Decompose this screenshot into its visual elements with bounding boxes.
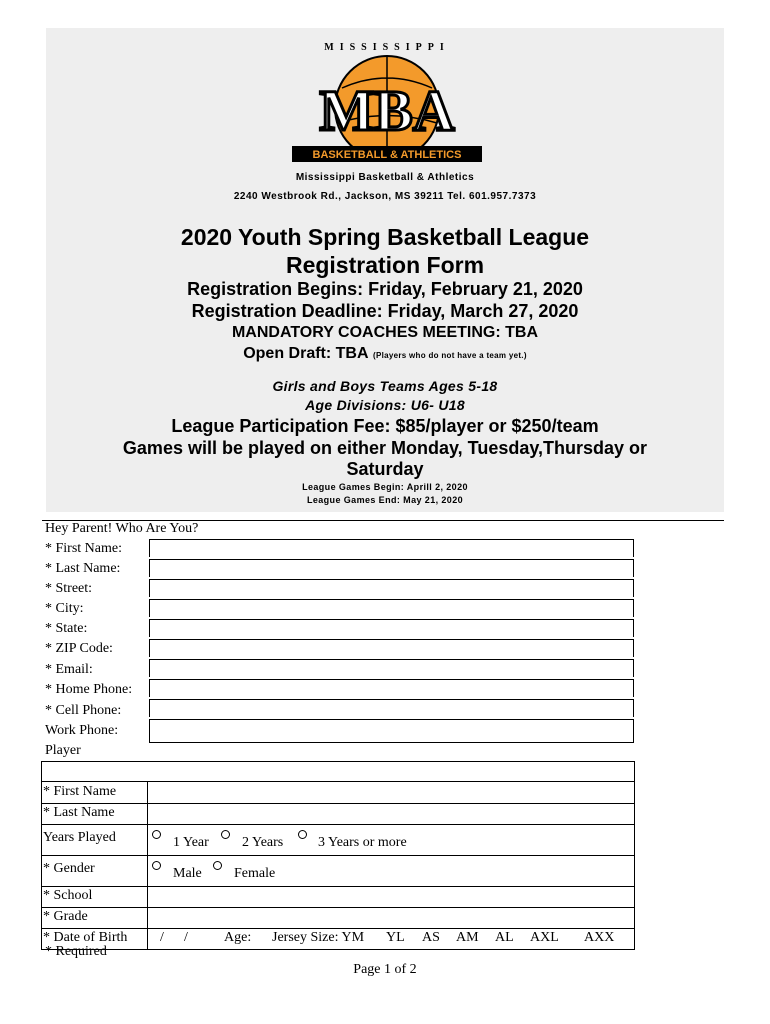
jersey-size-label: Jersey Size: YM <box>272 930 365 945</box>
gender-label: * Gender <box>42 856 148 886</box>
street-label: * Street: <box>45 581 93 596</box>
street-field[interactable] <box>149 579 634 597</box>
state-field[interactable] <box>149 619 634 637</box>
size-axl[interactable]: AXL <box>530 930 559 945</box>
grade-label: * Grade <box>42 908 148 928</box>
player-last-name-row <box>42 803 634 824</box>
registration-begins: Registration Begins: Friday, February 21, 2020 <box>187 279 583 299</box>
school-field[interactable] <box>148 887 634 907</box>
cell-phone-label: * Cell Phone: <box>45 703 122 718</box>
open-draft <box>46 345 724 363</box>
parent-last-name-label: * Last Name: <box>45 561 121 576</box>
cell-phone-field[interactable] <box>149 699 634 717</box>
mba-logo <box>287 28 487 170</box>
parent-last-name-field[interactable] <box>149 559 634 577</box>
work-phone-label: Work Phone: <box>45 723 119 738</box>
svg-text:BASKETBALL & ATHLETICS: BASKETBALL & ATHLETICS <box>312 149 462 161</box>
grade-field[interactable] <box>148 908 634 928</box>
player-heading: Player <box>45 743 81 758</box>
gender-options <box>148 856 634 886</box>
dob-row <box>42 928 634 949</box>
zip-label: * ZIP Code: <box>45 641 113 656</box>
years-played-row <box>42 824 634 855</box>
dob-separator-2: / <box>184 930 188 945</box>
parent-first-name-field[interactable] <box>149 539 634 557</box>
participation-fee: League Participation Fee: $85/player or $250/team <box>171 416 599 436</box>
open-draft-note: (Players who do not have a team yet.) <box>372 351 527 360</box>
gender-male-label: Male <box>173 866 202 881</box>
age-label: Age: <box>224 930 252 945</box>
games-begin: League Games Begin: Aprill 2, 2020 <box>302 482 468 492</box>
size-axx[interactable]: AXX <box>584 930 615 945</box>
player-table-header-row <box>42 762 634 781</box>
school-row <box>42 886 634 907</box>
parent-first-name-label: * First Name: <box>45 541 122 556</box>
page-number: Page 1 of 2 <box>353 962 417 977</box>
size-as[interactable]: AS <box>422 930 440 945</box>
years-2-label: 2 Years <box>242 835 284 850</box>
player-first-name-row <box>42 781 634 803</box>
gender-male-radio[interactable] <box>152 859 161 875</box>
player-first-name-label: * First Name <box>42 782 148 803</box>
svg-text:MBA: MBA <box>319 78 455 143</box>
player-first-name-field[interactable] <box>148 782 634 803</box>
org-name: Mississippi Basketball & Athletics <box>295 172 475 183</box>
required-note: * Required <box>45 944 107 959</box>
player-last-name-label: * Last Name <box>42 804 148 824</box>
years-1-label: 1 Year <box>173 835 209 850</box>
years-3-label: 3 Years or more <box>318 835 407 850</box>
home-phone-label: * Home Phone: <box>45 682 133 697</box>
registration-deadline: Registration Deadline: Friday, March 27, 2020 <box>191 301 579 321</box>
org-address: 2240 Westbrook Rd., Jackson, MS 39211 Tel. 601.957.7373 <box>233 191 537 202</box>
age-divisions: Age Divisions: U6- U18 <box>305 397 465 413</box>
city-label: * City: <box>45 601 84 616</box>
svg-text:MISSISSIPPI: MISSISSIPPI <box>324 42 450 53</box>
grade-row <box>42 907 634 928</box>
gender-row <box>42 855 634 886</box>
years-3-radio[interactable] <box>298 828 307 844</box>
gender-female-label: Female <box>234 866 276 881</box>
years-played-label: Years Played <box>42 825 148 855</box>
teams-ages: Girls and Boys Teams Ages 5-18 <box>272 378 498 394</box>
state-label: * State: <box>45 621 88 636</box>
dob-fields <box>148 929 634 949</box>
player-table <box>41 761 635 950</box>
coaches-meeting: MANDATORY COACHES MEETING: TBA <box>231 324 539 341</box>
games-days-line2: Saturday <box>346 459 424 479</box>
size-yl[interactable]: YL <box>386 930 405 945</box>
games-end: League Games End: May 21, 2020 <box>306 495 464 505</box>
email-field[interactable] <box>149 659 634 677</box>
school-label: * School <box>42 887 148 907</box>
size-al[interactable]: AL <box>495 930 514 945</box>
form-title-line1: 2020 Youth Spring Basketball League <box>180 224 590 250</box>
years-1-radio[interactable] <box>152 828 161 844</box>
open-draft-label: Open Draft: TBA <box>243 345 369 362</box>
zip-field[interactable] <box>149 639 634 657</box>
dob-label: * Date of Birth <box>42 929 148 949</box>
home-phone-field[interactable] <box>149 679 634 697</box>
games-days-line1: Games will be played on either Monday, Tuesday,Thursday or <box>122 438 648 458</box>
parent-heading: Hey Parent! Who Are You? <box>45 521 199 536</box>
gender-female-radio[interactable] <box>213 859 222 875</box>
city-field[interactable] <box>149 599 634 617</box>
player-last-name-field[interactable] <box>148 804 634 824</box>
years-played-options <box>148 825 634 855</box>
form-title-line2: Registration Form <box>285 252 485 278</box>
work-phone-field[interactable] <box>149 719 634 743</box>
dob-separator-1: / <box>160 930 164 945</box>
years-2-radio[interactable] <box>221 828 230 844</box>
email-label: * Email: <box>45 662 93 677</box>
size-am[interactable]: AM <box>456 930 479 945</box>
